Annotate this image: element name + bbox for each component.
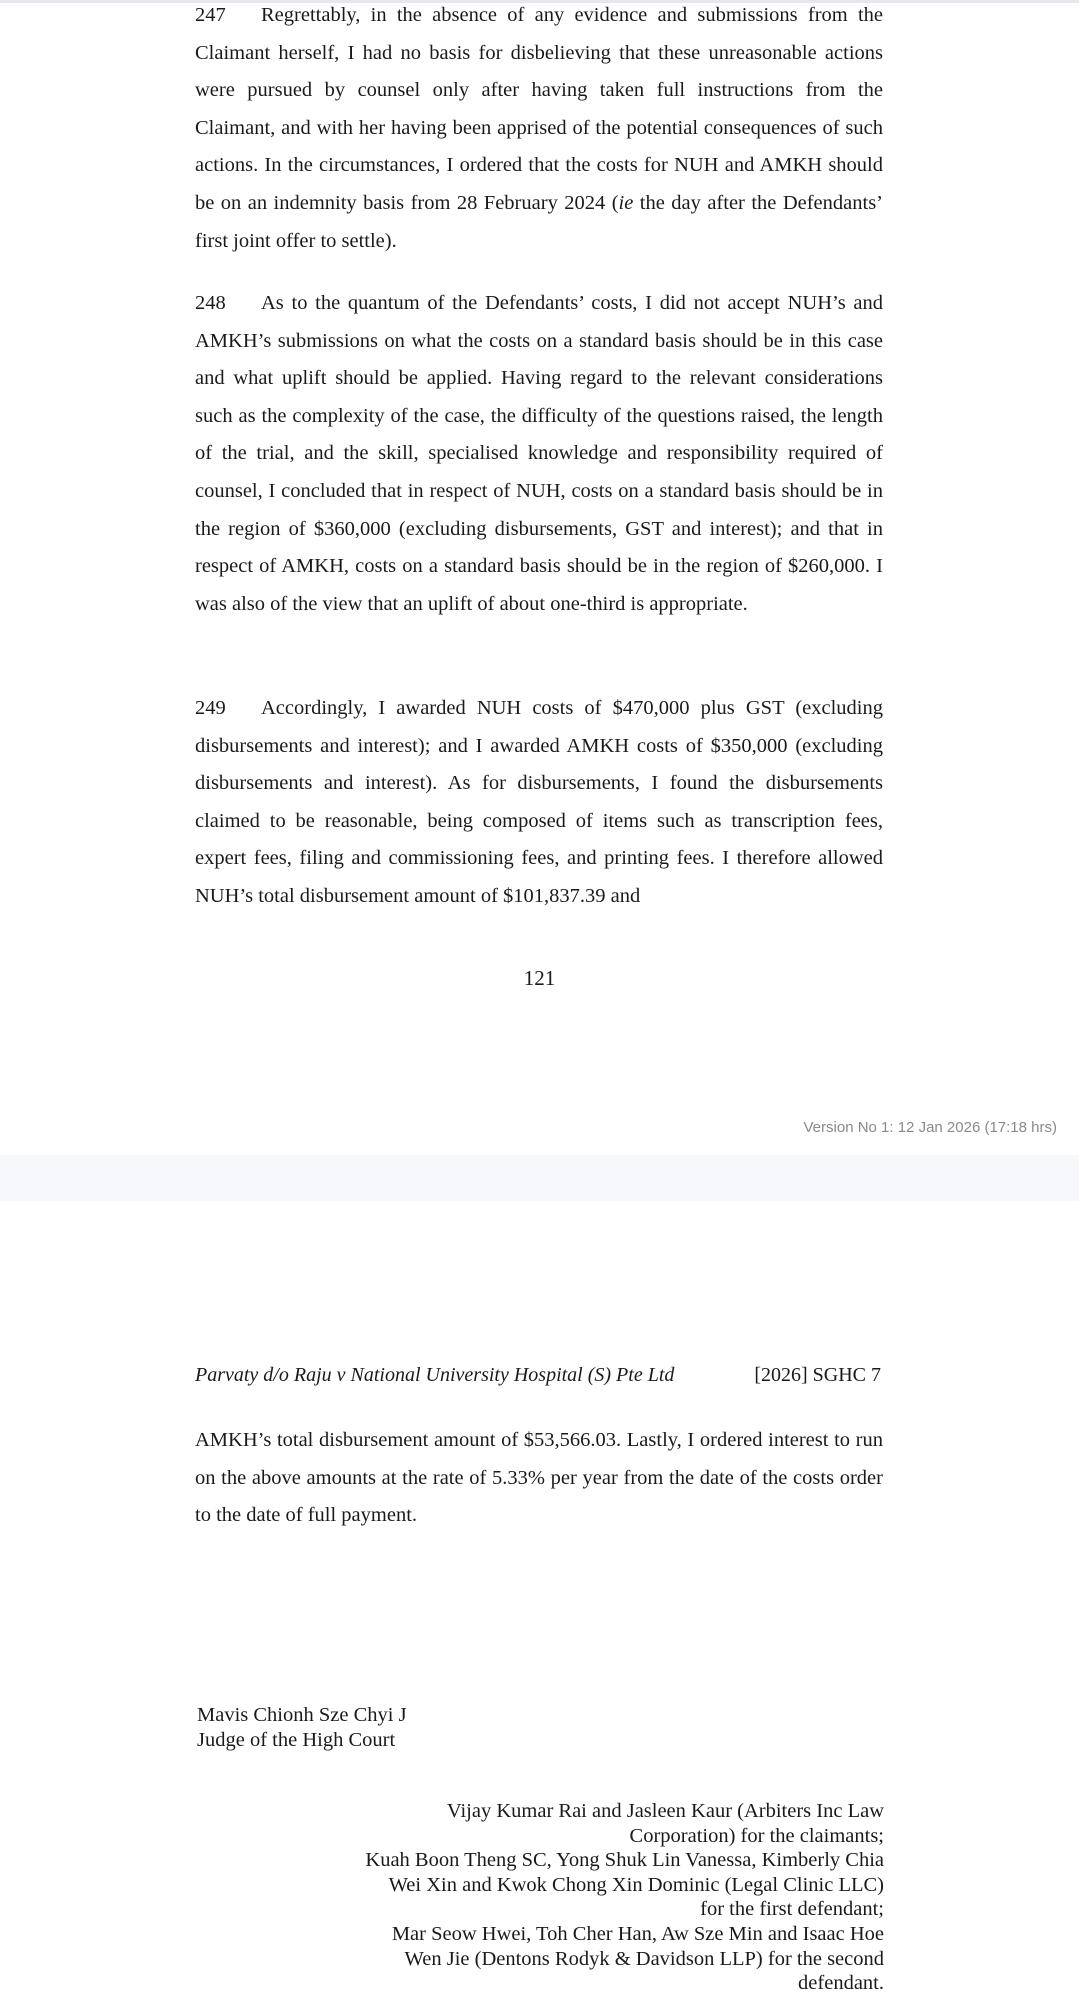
- page-number: 121: [523, 966, 556, 990]
- paragraph-text: Accordingly, I awarded NUH costs of $470,000 plus GST (excluding disbursements and interest); and I awarded AMKH costs of $350,000 (excluding disbursements and interest). As for disbursements, I found the disbursements claimed to be reasonable, being composed of items such as transcription fees, expert fees, filing and commissioning fees, and printing fees. I therefore allowed NUH’s total disbursement amount of $101,837.39 and: [195, 697, 883, 907]
- paragraph-number: 247: [195, 4, 226, 26]
- counsel-line: Mar Seow Hwei, Toh Cher Han, Aw Sze Min and Isaac Hoe: [391, 1922, 884, 1945]
- counsel-line: Kuah Boon Theng SC, Yong Shuk Lin Vanessa, Kimberly Chia: [365, 1849, 884, 1872]
- paragraph-italic-text: ie: [618, 191, 634, 214]
- paragraph-text: Regrettably, in the absence of any evidence and submissions from the Claimant herself, I had no basis for disbelieving that these unreasonable actions were pursued by counsel only after having taken full instructions from the Claimant, and with her having been apprised of the potential consequences of such actions. In the circumstances, I ordered that the costs for NUH and AMKH should be on an indemnity basis from 28 February 2024 (: [195, 4, 883, 214]
- judge-name: Mavis Chionh Sze Chyi J: [197, 1704, 407, 1726]
- counsel-list: [300, 1799, 884, 1996]
- counsel-line: Corporation) for the claimants;: [629, 1824, 884, 1847]
- case-name: Parvaty d/o Raju v National University Hospital (S) Pte Ltd: [195, 1364, 675, 1386]
- paragraph-247: [195, 0, 883, 260]
- page-break: [0, 1155, 1079, 1201]
- paragraph-249: [195, 690, 883, 916]
- continuation-paragraph: AMKH’s total disbursement amount of $53,566.03. Lastly, I ordered interest to run on the above amounts at the rate of 5.33% per year from the date of the costs order to the date of full payment.: [195, 1429, 883, 1527]
- paragraph-248: [195, 285, 883, 623]
- paragraph-number: 248: [195, 292, 226, 314]
- counsel-line: Wen Jie (Dentons Rodyk & Davidson LLP) for the second: [404, 1947, 884, 1970]
- paragraph-text: As to the quantum of the Defendants’ costs, I did not accept NUH’s and AMKH’s submissions on what the costs on a standard basis should be in this case and what uplift should be applied. Having regard to the relevant considerations such as the complexity of the case, the difficulty of the questions raised, the length of the trial, and the skill, specialised knowledge and responsibility required of counsel, I concluded that in respect of NUH, costs on a standard basis should be in the region of $360,000 (excluding disbursements, GST and interest); and that in respect of AMKH, costs on a standard basis should be in the region of $260,000. I was also of the view that an uplift of about one-third is appropriate.: [195, 292, 883, 615]
- counsel-line: defendant.: [798, 1972, 884, 1995]
- running-header: [195, 1362, 883, 1388]
- paragraph-number: 249: [195, 697, 226, 719]
- counsel-line: for the first defendant;: [700, 1898, 884, 1921]
- counsel-line: Vijay Kumar Rai and Jasleen Kaur (Arbiters Inc Law: [446, 1800, 884, 1822]
- paragraph-text: the day after the Defendants’ first joint offer to settle).: [195, 191, 883, 252]
- counsel-line: Wei Xin and Kwok Chong Xin Dominic (Legal Clinic LLC): [388, 1873, 884, 1896]
- case-citation: [2026] SGHC 7: [754, 1364, 881, 1386]
- judge-title: Judge of the High Court: [197, 1729, 396, 1751]
- judge-signature: [197, 1703, 407, 1753]
- version-stamp: Version No 1: 12 Jan 2026 (17:18 hrs): [803, 1119, 1057, 1136]
